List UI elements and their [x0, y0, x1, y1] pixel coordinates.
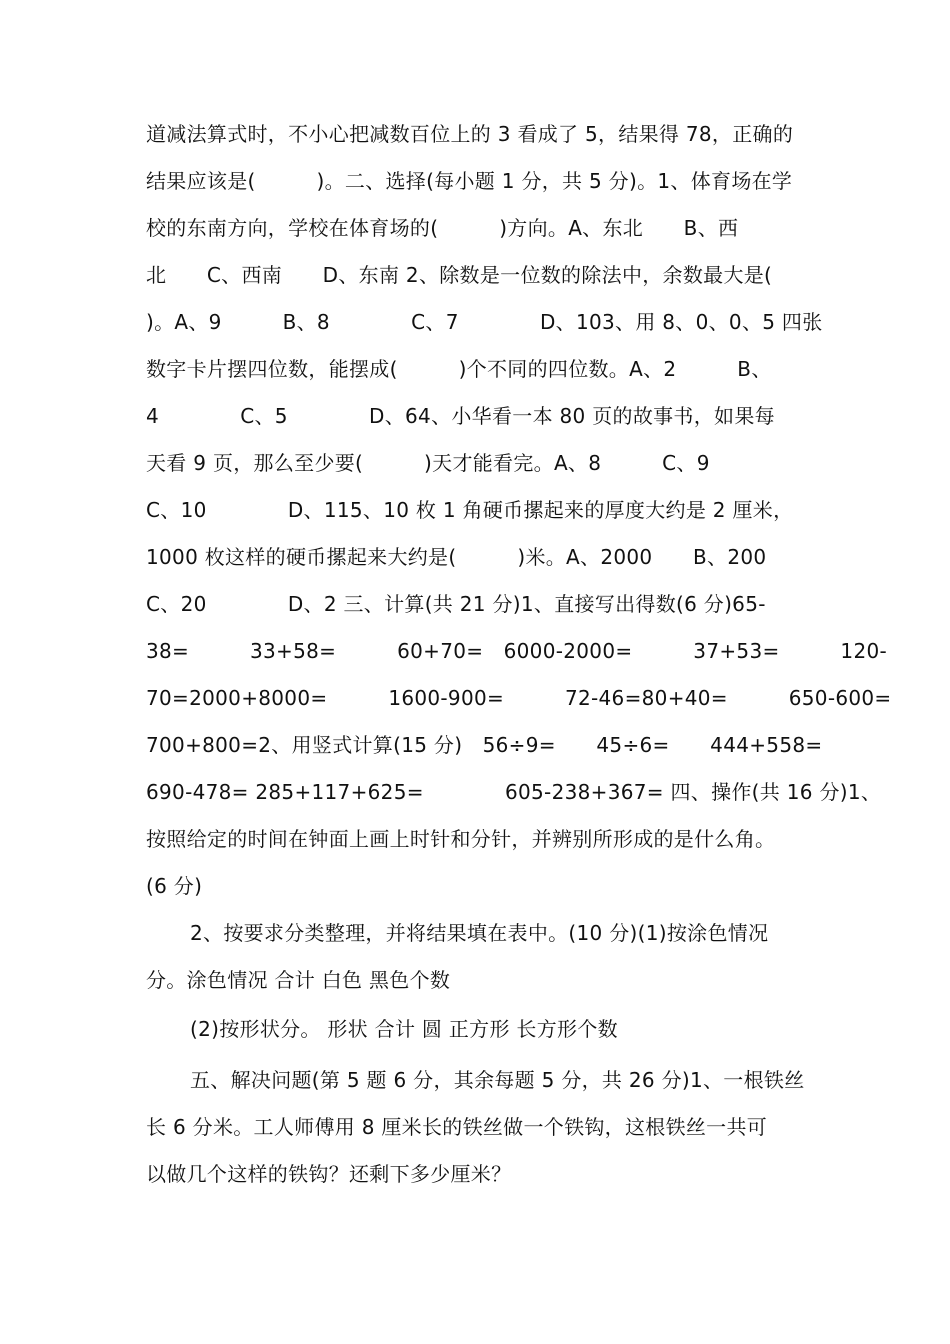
text-line: 以做几个这样的铁钩？还剩下多少厘米？	[146, 1162, 512, 1186]
text-line: 700+800=2、用竖式计算(15 分) 56÷9= 45÷6= 444+558=	[146, 733, 823, 757]
text-line: 五、解决问题(第 5 题 6 分，其余每题 5 分，共 26 分)1、一根铁丝	[190, 1068, 805, 1092]
text-line: 北 C、西南 D、东南 2、除数是一位数的除法中，余数最大是(	[146, 263, 773, 287]
text-line: (2)按形状分。 形状 合计 圆 正方形 长方形个数	[190, 1017, 618, 1041]
text-line: 按照给定的时间在钟面上画上时针和分针，并辨别所形成的是什么角。	[146, 827, 776, 851]
text-line: )。A、9 B、8 C、7 D、103、用 8、0、0、5 四张	[146, 310, 823, 334]
text-line: 70=2000+8000= 1600-900= 72-46=80+40= 650-600=	[146, 686, 892, 710]
text-line: 2、按要求分类整理，并将结果填在表中。(10 分)(1)按涂色情况	[190, 921, 769, 945]
text-line: 道减法算式时，不小心把减数百位上的 3 看成了 5，结果得 78，正确的	[146, 122, 794, 146]
text-line: C、20 D、2 三、计算(共 21 分)1、直接写出得数(6 分)65-	[146, 592, 766, 616]
text-line: 数字卡片摆四位数，能摆成( )个不同的四位数。A、2 B、	[146, 357, 772, 381]
text-line: 长 6 分米。工人师傅用 8 厘米长的铁丝做一个铁钩，这根铁丝一共可	[146, 1115, 768, 1139]
text-line: 天看 9 页，那么至少要( )天才能看完。A、8 C、9	[146, 451, 710, 475]
text-line: 1000 枚这样的硬币摞起来大约是( )米。A、2000 B、200	[146, 545, 767, 569]
text-line: 4 C、5 D、64、小华看一本 80 页的故事书，如果每	[146, 404, 775, 428]
text-line: 结果应该是( )。二、选择(每小题 1 分，共 5 分)。1、体育场在学	[146, 169, 793, 193]
text-line: 分。涂色情况 合计 白色 黑色个数	[146, 968, 451, 992]
text-line: C、10 D、115、10 枚 1 角硬币摞起来的厚度大约是 2 厘米，	[146, 498, 794, 522]
text-line: 690-478= 285+117+625= 605-238+367= 四、操作(共 16 分)1、	[146, 780, 882, 804]
text-line: (6 分)	[146, 874, 203, 898]
text-line: 38= 33+58= 60+70= 6000-2000= 37+53= 120-	[146, 639, 888, 663]
text-line: 校的东南方向，学校在体育场的( )方向。A、东北 B、西	[146, 216, 739, 240]
